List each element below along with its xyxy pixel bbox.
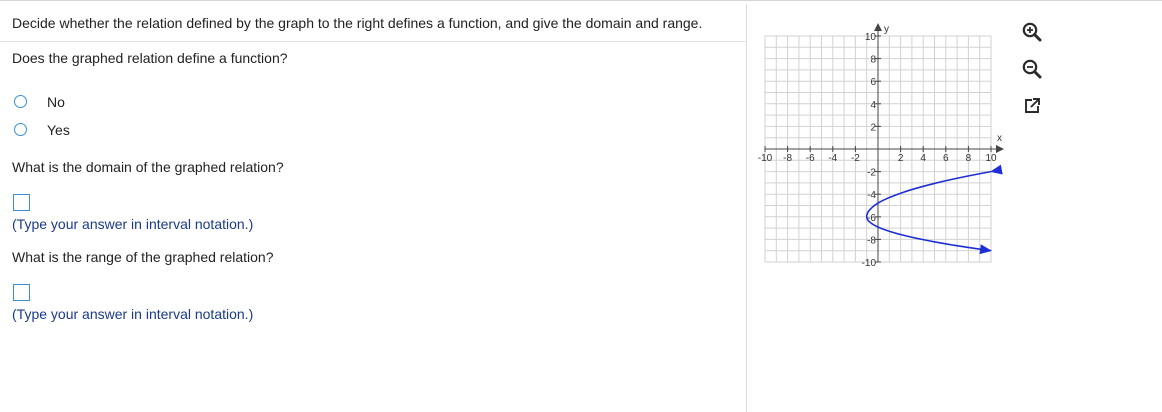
zoom-out-icon [1021, 58, 1043, 80]
y-tick-label: -10 [861, 258, 876, 269]
graph-tick-labels [758, 32, 997, 269]
y-tick-label: 2 [870, 122, 876, 134]
x-tick-label: -2 [850, 153, 860, 164]
y-tick-label: -6 [867, 212, 876, 224]
top-rule [0, 0, 1162, 1]
x-tick-label: -8 [783, 153, 793, 164]
range-answer-box[interactable] [13, 284, 30, 301]
curve-line [867, 172, 991, 251]
question-part2: What is the domain of the graphed relation? [12, 159, 284, 175]
x-axis-label: x [997, 133, 1002, 144]
option-yes-label[interactable]: Yes [47, 122, 70, 138]
question-part3: What is the range of the graphed relation? [12, 249, 274, 265]
question-prompt: Decide whether the relation defined by the graph to the right defines a function, and give the domain and range. [12, 15, 703, 31]
x-tick-label: -10 [757, 153, 773, 164]
x-tick-label: 6 [943, 153, 949, 164]
domain-answer-box[interactable] [13, 194, 30, 211]
zoom-in-button[interactable] [1021, 21, 1043, 43]
zoom-out-button[interactable] [1021, 58, 1043, 80]
x-tick-label: 4 [920, 153, 926, 164]
domain-hint: (Type your answer in interval notation.) [12, 216, 254, 232]
x-tick-label: 2 [897, 153, 904, 164]
x-tick-label: -6 [805, 153, 815, 164]
question-part1: Does the graphed relation define a function? [12, 50, 288, 66]
x-tick-label: 8 [965, 153, 972, 164]
y-tick-label: 8 [870, 54, 876, 66]
option-no-label[interactable]: No [47, 94, 65, 110]
popout-button[interactable] [1021, 95, 1043, 117]
y-tick-label: -8 [867, 235, 876, 247]
radio-yes[interactable] [14, 123, 27, 136]
x-tick-label: -4 [828, 153, 838, 164]
y-tick-label: 6 [870, 77, 876, 89]
y-tick-label: -4 [867, 190, 876, 202]
coordinate-graph [757, 14, 1010, 269]
range-hint: (Type your answer in interval notation.) [12, 306, 254, 322]
radio-no[interactable] [14, 95, 27, 108]
panel-divider [746, 4, 747, 412]
y-axis-label: y [884, 24, 889, 35]
y-tick-label: -2 [867, 167, 876, 179]
popout-icon [1021, 95, 1043, 117]
prompt-divider [0, 41, 746, 42]
zoom-in-icon [1021, 21, 1043, 43]
y-tick-label: 10 [864, 32, 876, 43]
y-tick-label: 4 [870, 99, 876, 111]
x-tick-label: 10 [985, 153, 997, 164]
graph-axes [765, 24, 1003, 262]
